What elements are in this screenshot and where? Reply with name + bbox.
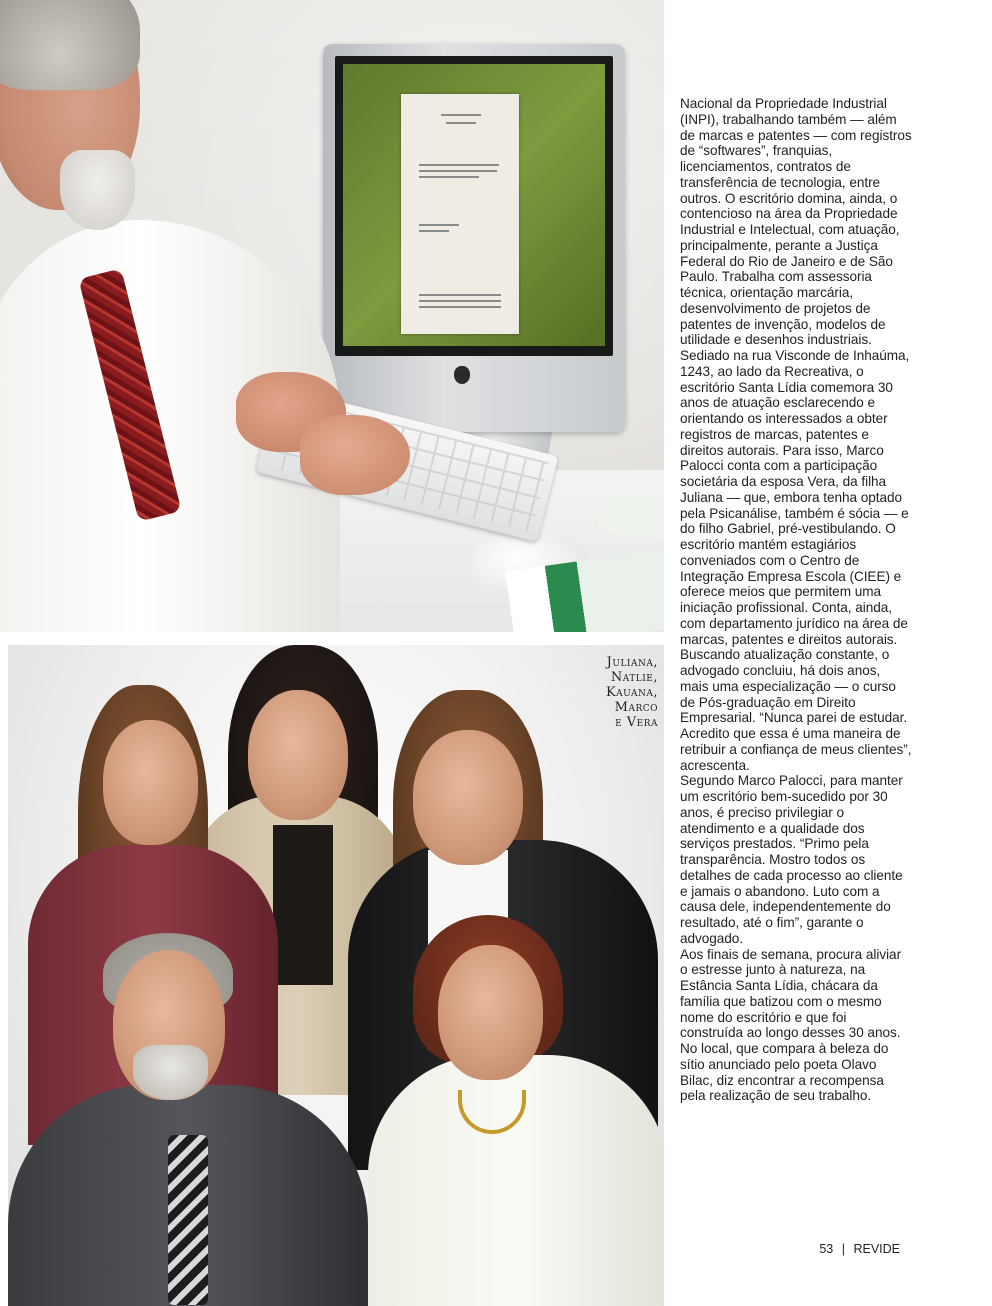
magazine-name: REVIDE <box>853 1242 900 1256</box>
article-paragraph: Segundo Marco Palocci, para manter um escritório bem-sucedido por 30 anos, é preciso privilegiar o atendimento e a qualidade dos serviços prestados. “Primo pela transparência. Mostro todos os detalhes de cada processo ao cliente e jamais o abandono. Luto com a causa dele, independentemente do resultado, até o fim”, garante o advogado. <box>680 773 903 946</box>
person-vera-face <box>438 945 543 1080</box>
monitor-screen <box>335 56 613 356</box>
person-natlie-face <box>248 690 348 820</box>
page-footer <box>800 1242 900 1256</box>
photo-group <box>8 645 664 1306</box>
article-paragraph: Sediado na rua Visconde de Inhaúma, 1243, ao lado da Recreativa, o escritório Santa Lídia comemora 30 anos de atuação esclarecendo e orientando os interessados a obter registros de marcas, patentes e direitos autorais. Para isso, Marco Palocci conta com a participação societária da esposa Vera, da filha Juliana — que, embora tenha optado pela Psicanálise, também é sócia — e do filho Gabriel, pré-vestibulando. O escritório mantém estagiários conveniados com o Centro de Integração Empresa Escola (CIEE) e oferece meios que permitem uma iniciação profissional. Conta, ainda, com departamento jurídico na área de marcas, patentes e direitos autorais. <box>680 348 910 647</box>
page-number: 53 <box>819 1242 834 1256</box>
man-hair <box>0 0 140 90</box>
photo-caption <box>596 655 658 730</box>
person-kauana-face <box>413 730 523 865</box>
photo-man-at-computer <box>0 0 664 632</box>
person-marco-beard <box>133 1045 208 1100</box>
article-paragraph: Aos finais de semana, procura aliviar o estresse junto à natureza, na Estância Santa Lídia, chácara da família que batizou com o mesmo nome do escritório e que foi construída ao longo desses 30 anos. No local, que compara à beleza do sítio anunciado pelo poeta Olavo Bilac, diz encontrar a recompensa pela realização de seu trabalho. <box>680 946 902 1104</box>
man-beard <box>60 150 135 230</box>
screen-desktop <box>343 64 605 346</box>
article-column <box>680 96 912 1104</box>
screen-document <box>401 94 519 334</box>
article-paragraph: Buscando atualização constante, o advogado concluiu, há dois anos, mais uma especialização — o curso de Pós-graduação em Direito Empresarial. “Nunca parei de estudar. Acredito que essa é uma maneira de retribuir a confiança de meus clientes”, acrescenta. <box>680 647 912 773</box>
man-hand-right <box>300 415 410 495</box>
person-marco-tie <box>168 1135 208 1305</box>
person-juliana-face <box>103 720 198 845</box>
caption-line: Juliana, <box>606 655 658 670</box>
apple-logo-icon <box>451 360 473 386</box>
caption-line: e Vera <box>615 715 658 730</box>
caption-line: Kauana, <box>605 685 658 700</box>
caption-line: Natlie, <box>610 670 658 685</box>
article-paragraph: Nacional da Propriedade Industrial (INPI), trabalhando também — além de marcas e patentes — com registros de “softwares”, franquias, licenciamentos, contratos de transferência de tecnologia, entre outros. O escritório domina, ainda, o contencioso na área da Propriedade Industrial e Intelectual, com atuação, principalmente, perante a Justiça Federal do Rio de Janeiro e de São Paulo. Trabalha com assessoria técnica, orientação marcária, desenvolvimento de projetos de patentes de invenção, modelos de utilidade e desenhos industriais. <box>680 96 912 348</box>
computer-monitor <box>323 44 625 432</box>
person-natlie-top <box>273 825 333 985</box>
caption-line: Marco <box>614 700 658 715</box>
footer-separator: | <box>841 1242 845 1256</box>
